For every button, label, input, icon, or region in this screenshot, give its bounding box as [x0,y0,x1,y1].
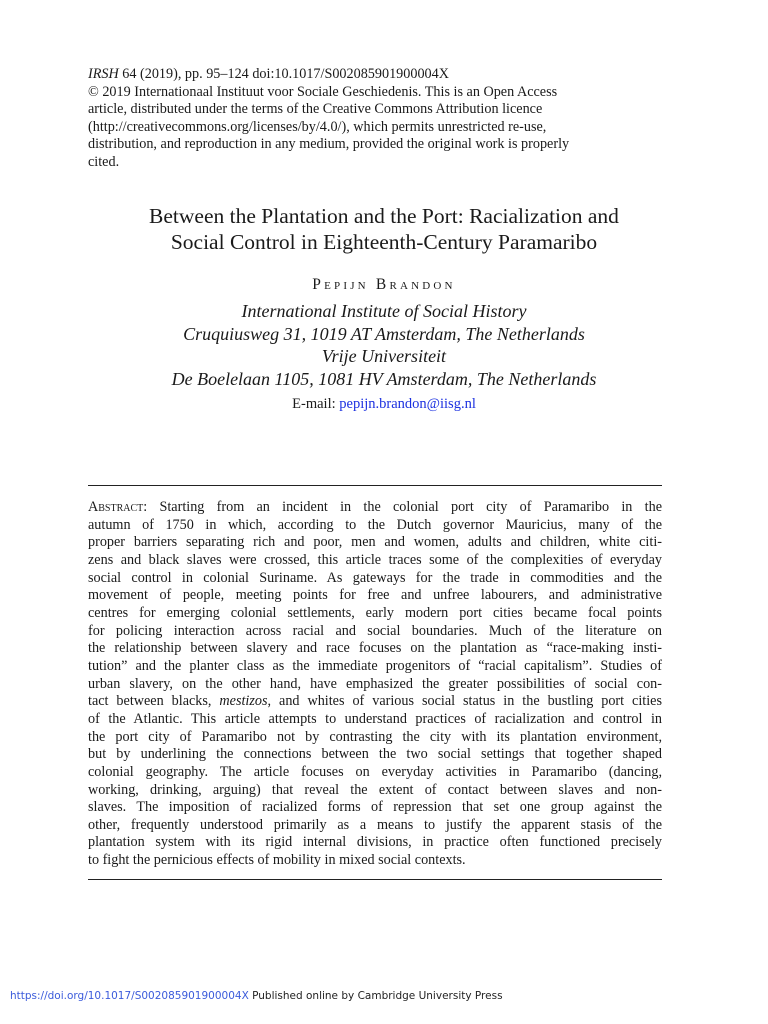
citation-details: 64 (2019), pp. 95–124 doi:10.1017/S002085901900004X [118,66,449,82]
abstract-text: Starting from an incident in the colonial port city of Paramaribo in the [147,499,662,515]
abstract-line: colonial geography. The article focuses on everyday activities in Paramaribo (dancing, [88,763,662,780]
abstract-line: movement of people, meeting points for free and unfree labourers, and administrative [88,587,662,604]
license-line: © 2019 Internationaal Instituut voor Sociale Geschiedenis. This is an Open Access [88,83,558,100]
abstract-line: urban slavery, on the other hand, have emphasized the greater possibilities of social con- [88,675,662,692]
abstract-line: centres for emerging colonial settlements, early modern port cities became focal points [88,604,662,621]
abstract-line: proper barriers separating rich and poor, men and women, adults and children, white citi- [88,534,662,551]
affiliation-line: De Boelelaan 1105, 1081 HV Amsterdam, The Netherlands [171,368,597,389]
license-line: cited. [88,153,120,170]
abstract-line: of the Atlantic. This article attempts to understand practices of racialization and control in [88,710,662,727]
license-line: (http://creativecommons.org/licenses/by/4.0/), which permits unrestricted re-use, [88,118,547,135]
abstract-line [88,693,662,711]
abstract-line: to fight the pernicious effects of mobility in mixed social contexts. [88,852,466,869]
abstract-line: other, frequently understood primarily as a means to justify the apparent stasis of the [88,816,662,833]
abstract-line: plantation system with its rigid internal divisions, in practice often functioned precisely [88,834,662,851]
license-line: article, distributed under the terms of the Creative Commons Attribution licence [88,101,543,117]
license-line: distribution, and reproduction in any medium, provided the original work is properly [88,136,570,152]
title-line: Social Control in Eighteenth-Century Paramaribo [170,230,598,254]
author-name: Pepijn Brandon [312,276,456,293]
abstract-line: the port city of Paramaribo not by contrasting the city with its plantation environment, [88,728,662,745]
abstract-line: tution” and the planter class as the immediate progenitors of “racial capitalism”. Studies of [88,657,662,674]
abstract-bottom-rule [88,879,662,880]
title-line: Between the Plantation and the Port: Racialization and [149,204,619,228]
abstract-line: social control in colonial Suriname. As gateways for the trade in commodities and the [88,569,662,586]
email-label: E-mail: [292,396,340,412]
author-affiliation [60,300,708,390]
abstract-line: the relationship between slavery and race focuses on the plantation as “race-making insti- [88,640,662,657]
abstract-line: slaves. The imposition of racialized forms of repression that set one group against the [88,799,662,816]
abstract-line [88,499,662,517]
abstract-line: for policing interaction across racial and social boundaries. Much of the literature on [88,622,662,639]
affiliation-line: Cruquiusweg 31, 1019 AT Amsterdam, The Netherlands [183,323,585,344]
abstract-text: , and whites of various social status in the bustling port cities [267,693,662,710]
author-email [60,396,708,413]
email-link[interactable]: pepijn.brandon@iisg.nl [339,396,476,412]
abstract-label: Abstract: [88,499,148,515]
abstract-top-rule [88,485,662,486]
journal-name: IRSH [88,66,119,82]
abstract-line: but by underlining the connections between the two social settings that together shaped [88,746,662,763]
affiliation-line: Vrije Universiteit [321,346,447,366]
citation-line [88,66,688,84]
published-note: Published online by Cambridge University Press [248,990,503,1002]
page-footer [10,990,503,1002]
article-title [60,203,708,255]
abstract [88,499,662,870]
abstract-italic-term: mestizos [219,693,268,710]
citation-header [88,66,688,171]
abstract-line: working, drinking, arguing) that reveal the extent of contact between slaves and non- [88,781,662,798]
affiliation-line: International Institute of Social History [241,301,527,321]
abstract-text: tact between blacks, [88,693,220,710]
doi-link[interactable]: https://doi.org/10.1017/S002085901900004X [10,990,249,1002]
abstract-line: zens and black slaves were crossed, this article traces some of the complexities of everyday [88,551,662,568]
abstract-line: autumn of 1750 in which, according to the Dutch governor Mauricius, many of the [88,516,662,533]
